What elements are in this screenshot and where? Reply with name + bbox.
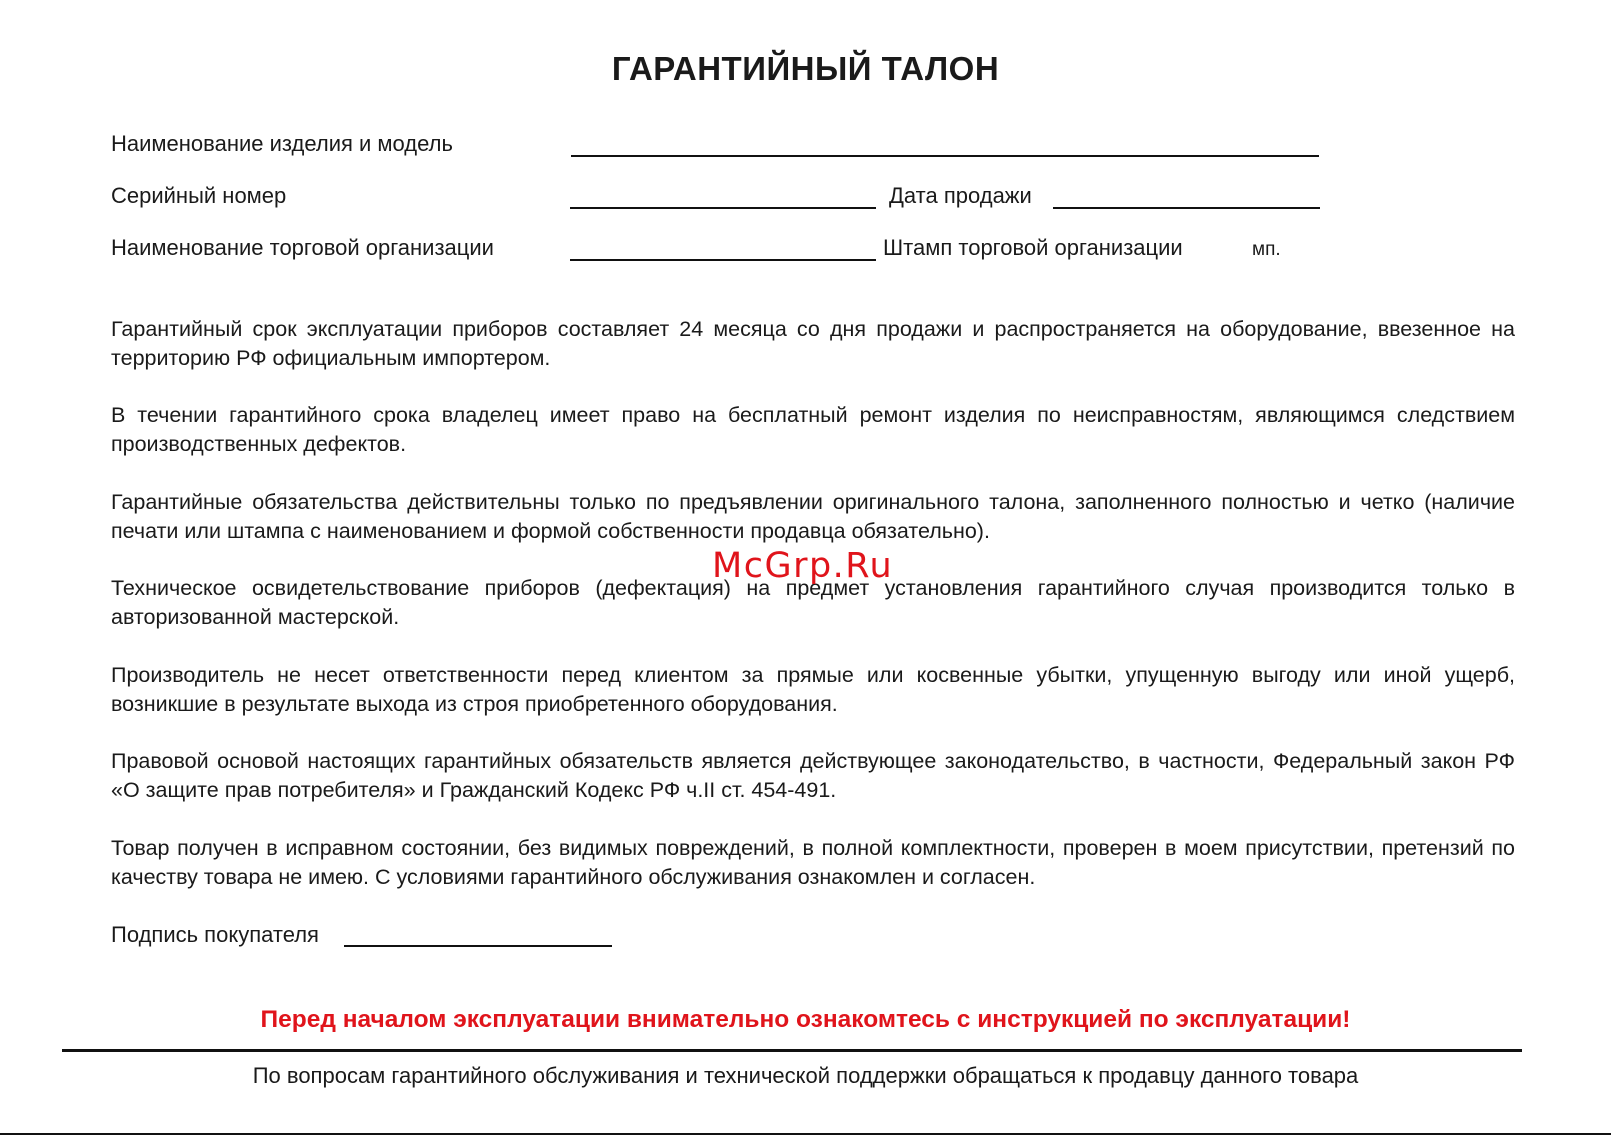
page-title: ГАРАНТИЙНЫЙ ТАЛОН — [611, 50, 1000, 87]
sale-date-label: Дата продажи — [889, 183, 1032, 208]
paragraph-technical-inspection: Техническое освидетельствование приборов (дефектация) на предмет установления гарантийного случая производится только в авторизованной мастерской. — [111, 576, 1515, 629]
signature-line[interactable] — [344, 945, 612, 947]
signature-label: Подпись покупателя — [111, 922, 319, 947]
trade-org-line[interactable] — [570, 259, 876, 261]
paragraph-free-repair: В течении гарантийного срока владелец имеет право на бесплатный ремонт изделия по неисправностям, являющимся следствием производственных дефектов. — [111, 403, 1515, 456]
divider — [62, 1049, 1522, 1052]
serial-number-line[interactable] — [570, 207, 876, 209]
footer-text: По вопросам гарантийного обслуживания и технической поддержки обращаться к продавцу данного товара — [252, 1063, 1359, 1088]
stamp-place-label: мп. — [1252, 239, 1281, 260]
product-model-line[interactable] — [571, 155, 1319, 157]
watermark: McGrp.Ru — [712, 546, 894, 586]
paragraph-legal-basis: Правовой основой настоящих гарантийных обязательств является действующее законодательство, в частности, Федеральный закон РФ «О защите прав потребителя» и Гражданский Кодекс РФ ч.II ст. 454-491. — [111, 749, 1515, 802]
paragraph-liability: Производитель не несет ответственности перед клиентом за прямые или косвенные убытки, упущенную выгоду или иной ущерб, возникшие в результате выхода из строя приобретенного оборудования. — [111, 663, 1515, 716]
product-model-label: Наименование изделия и модель — [111, 131, 453, 156]
trade-org-stamp-label: Штамп торговой организации — [883, 235, 1183, 260]
warning-text: Перед началом эксплуатации внимательно ознакомтесь с инструкцией по эксплуатации! — [260, 1006, 1351, 1033]
sale-date-line[interactable] — [1053, 207, 1320, 209]
paragraph-warranty-period: Гарантийный срок эксплуатации приборов составляет 24 месяца со дня продажи и распространяется на оборудование, ввезенное на территорию РФ официальным импортером. — [111, 317, 1515, 370]
paragraph-goods-received: Товар получен в исправном состоянии, без видимых повреждений, в полной комплектности, проверен в моем присутствии, претензий по качеству товара не имею. С условиями гарантийного обслуживания ознакомлен и согласен. — [111, 836, 1515, 889]
serial-number-label: Серийный номер — [111, 183, 287, 208]
trade-org-label: Наименование торговой организации — [111, 235, 494, 260]
paragraph-obligations-validity: Гарантийные обязательства действительны только по предъявлении оригинального талона, заполненного полностью и четко (наличие печати или штампа с наименованием и формой собственности продавца обязательно). — [111, 490, 1515, 543]
